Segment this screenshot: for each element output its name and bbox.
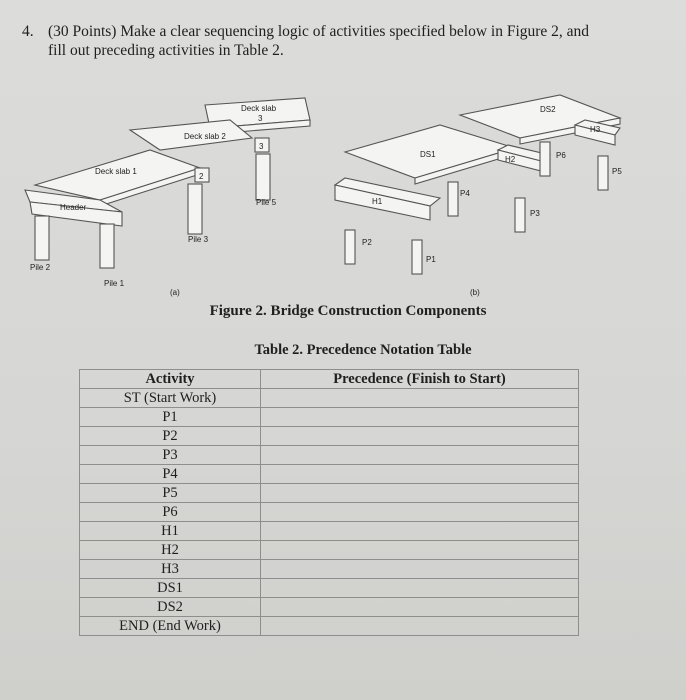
activity-cell: END (End Work)	[80, 617, 261, 636]
label-pile-1: Pile 1	[104, 279, 125, 288]
label-pile-2: Pile 2	[30, 263, 51, 272]
label-p2: P2	[362, 238, 372, 247]
precedence-cell[interactable]	[261, 503, 579, 522]
activity-cell: P3	[80, 446, 261, 465]
label-cap-2: 2	[199, 172, 204, 181]
label-cap-3: 3	[259, 142, 264, 151]
table-row	[80, 389, 579, 408]
p5-shape	[598, 156, 608, 190]
label-pile-5: Pile 5	[256, 198, 277, 207]
table-row	[80, 617, 579, 636]
activity-cell: P5	[80, 484, 261, 503]
precedence-cell[interactable]	[261, 579, 579, 598]
label-deck-slab-2: Deck slab 2	[184, 132, 226, 141]
label-p3: P3	[530, 209, 540, 218]
label-p6: P6	[556, 151, 566, 160]
header-precedence: Precedence (Finish to Start)	[261, 370, 579, 389]
activity-cell: P1	[80, 408, 261, 427]
pile-3-shape	[188, 184, 202, 234]
precedence-cell[interactable]	[261, 389, 579, 408]
table-title: Table 2. Precedence Notation Table	[254, 342, 472, 358]
table-row	[80, 408, 579, 427]
figure-caption: Figure 2. Bridge Construction Components	[209, 303, 487, 319]
table-row	[80, 541, 579, 560]
question-line-2: fill out preceding activities in Table 2.	[48, 42, 284, 59]
label-sub-b: (b)	[470, 288, 480, 297]
table-row	[80, 484, 579, 503]
p3-shape	[515, 198, 525, 232]
label-ds1: DS1	[420, 150, 436, 159]
precedence-cell[interactable]	[261, 408, 579, 427]
question-text	[22, 22, 652, 60]
p1-shape	[412, 240, 422, 274]
label-deck-slab-1: Deck slab 1	[95, 167, 137, 176]
label-p5: P5	[612, 167, 622, 176]
table-row	[80, 579, 579, 598]
precedence-table	[79, 369, 579, 636]
bridge-figure	[0, 90, 686, 310]
precedence-cell[interactable]	[261, 484, 579, 503]
p4-shape	[448, 182, 458, 216]
label-sub-a: (a)	[170, 288, 180, 297]
bridge-illustration	[0, 90, 686, 310]
activity-cell: H1	[80, 522, 261, 541]
activity-cell: H2	[80, 541, 261, 560]
activity-cell: DS1	[80, 579, 261, 598]
precedence-cell[interactable]	[261, 617, 579, 636]
activity-cell: DS2	[80, 598, 261, 617]
pile-5-shape	[256, 154, 270, 200]
activity-cell: ST (Start Work)	[80, 389, 261, 408]
table-header-row	[80, 370, 579, 389]
precedence-cell[interactable]	[261, 465, 579, 484]
label-deck-slab-3: Deck slab	[241, 104, 277, 113]
table-row	[80, 503, 579, 522]
question-number: 4.	[22, 23, 34, 40]
activity-cell: P2	[80, 427, 261, 446]
label-pile-3: Pile 3	[188, 235, 209, 244]
label-deck-slab-3-num: 3	[258, 114, 263, 123]
label-p4: P4	[460, 189, 470, 198]
label-h3: H3	[590, 125, 601, 134]
activity-cell: P6	[80, 503, 261, 522]
label-p1: P1	[426, 255, 436, 264]
precedence-cell[interactable]	[261, 446, 579, 465]
table-row	[80, 446, 579, 465]
table-row	[80, 465, 579, 484]
label-ds2: DS2	[540, 105, 556, 114]
precedence-cell[interactable]	[261, 522, 579, 541]
activity-cell: H3	[80, 560, 261, 579]
pile-2-shape	[35, 216, 49, 260]
pile-1-shape	[100, 224, 114, 268]
table-row	[80, 598, 579, 617]
table-row	[80, 560, 579, 579]
label-header: Header	[60, 203, 87, 212]
table-row	[80, 427, 579, 446]
precedence-cell[interactable]	[261, 598, 579, 617]
precedence-cell[interactable]	[261, 427, 579, 446]
question-line-1: (30 Points) Make a clear sequencing logic of activities specified below in Figure 2, and	[48, 23, 590, 40]
precedence-cell[interactable]	[261, 560, 579, 579]
p2-shape	[345, 230, 355, 264]
label-h1: H1	[372, 197, 383, 206]
label-h2: H2	[505, 155, 516, 164]
precedence-cell[interactable]	[261, 541, 579, 560]
p6-shape	[540, 142, 550, 176]
header-activity: Activity	[80, 370, 261, 389]
activity-cell: P4	[80, 465, 261, 484]
table-row	[80, 522, 579, 541]
